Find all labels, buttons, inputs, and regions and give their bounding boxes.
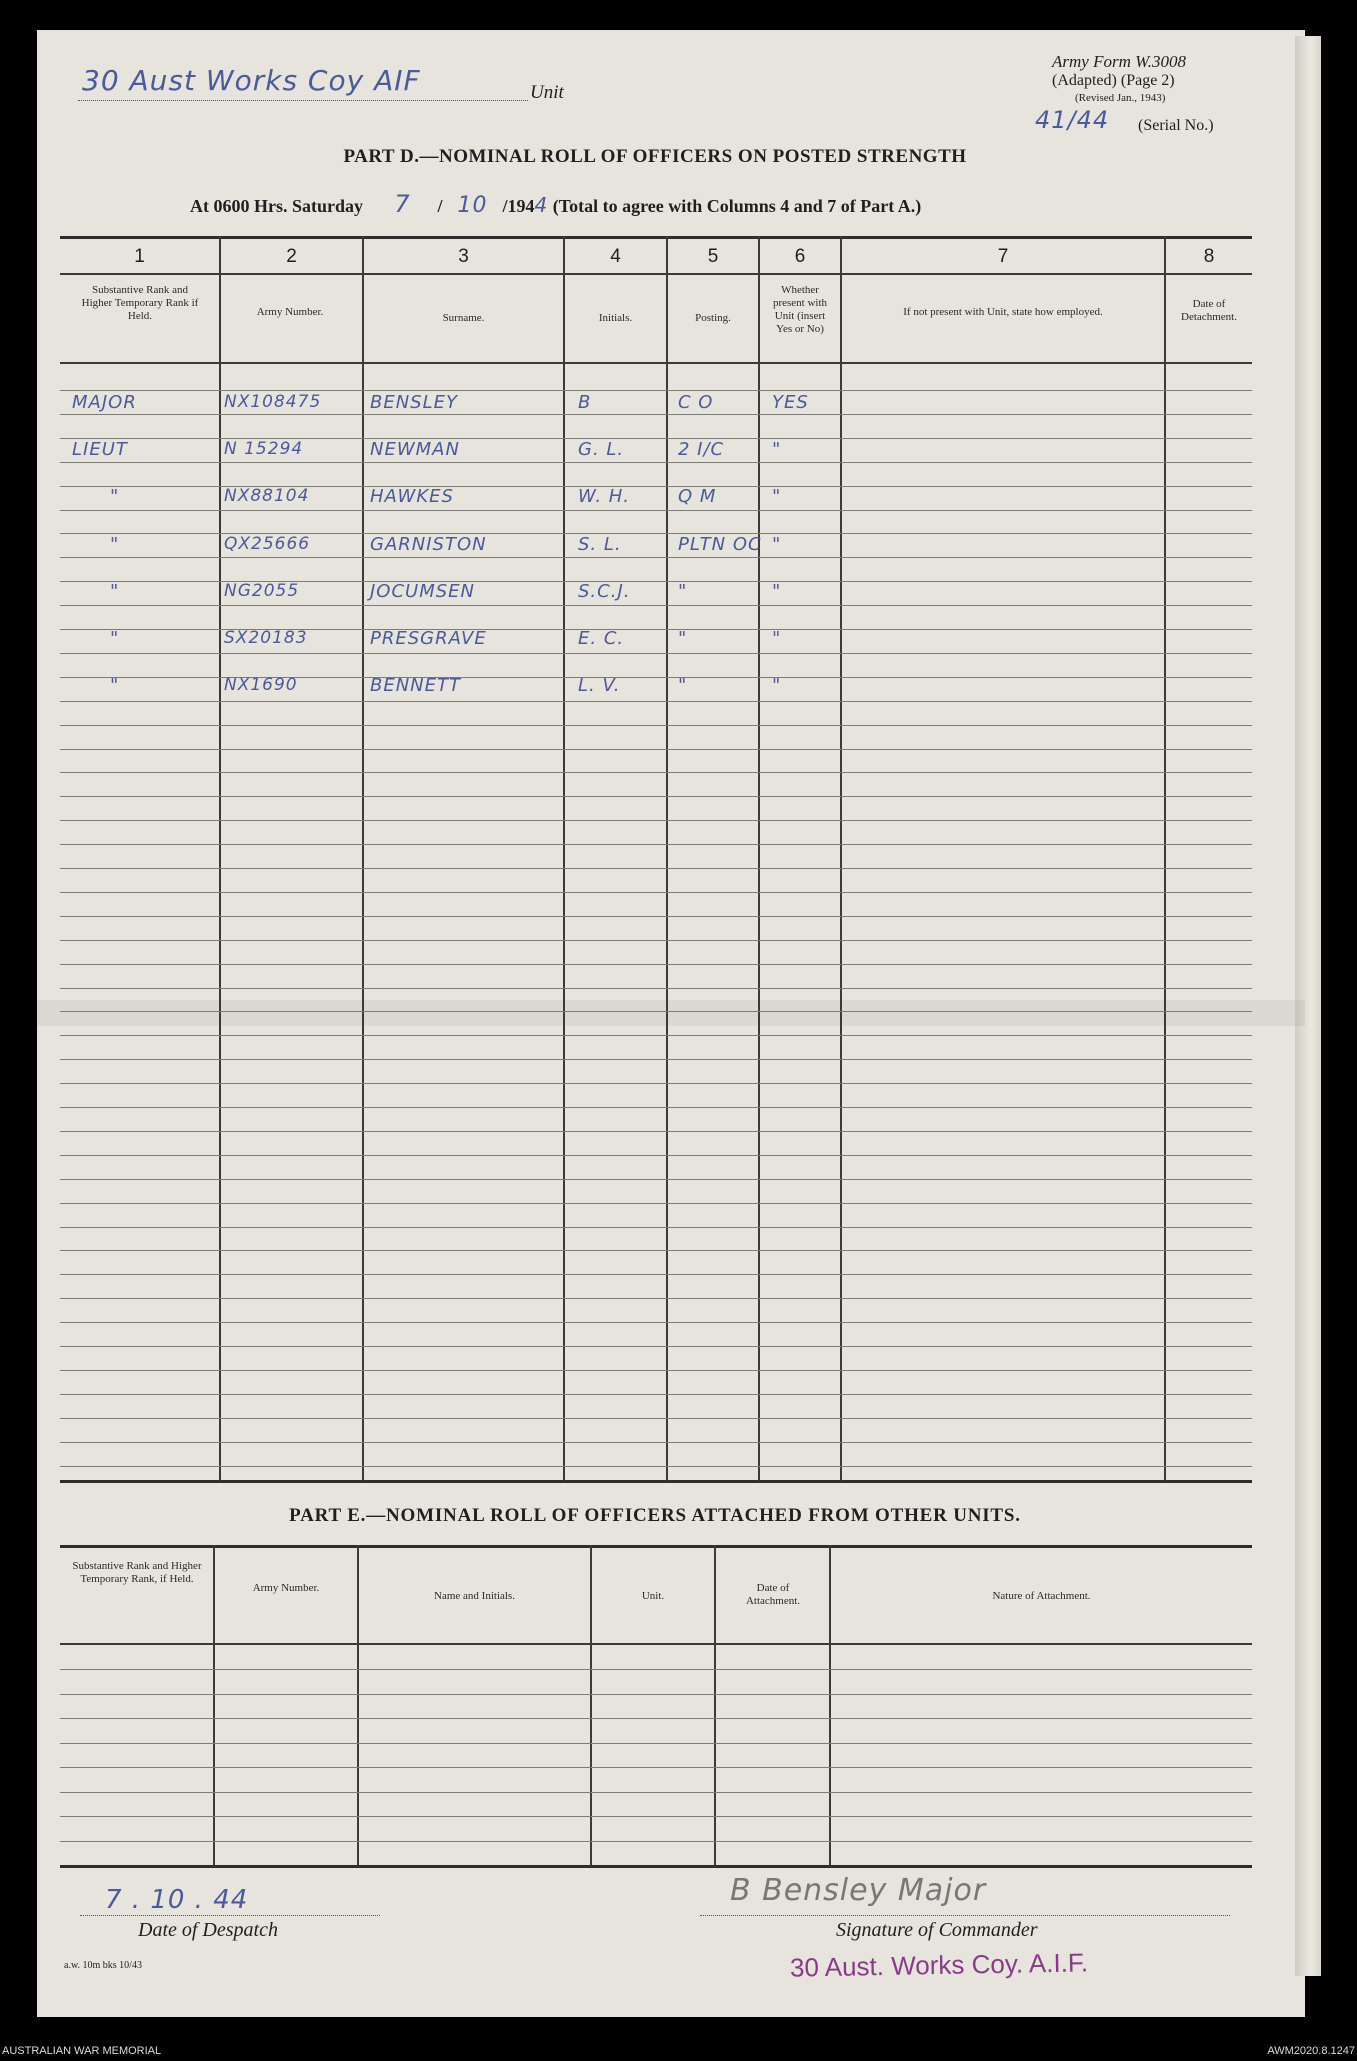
cell-surname: NEWMAN (370, 439, 460, 460)
paper-fold (37, 1000, 1305, 1026)
cell-initials: S.C.J. (578, 581, 631, 602)
despatch-dotted-line (80, 1915, 380, 1916)
ruled-line (60, 796, 1252, 797)
cell-surname: PRESGRAVE (370, 628, 487, 649)
ruled-line (60, 1442, 1252, 1443)
col-number: 3 (458, 246, 469, 267)
archive-credit: AUSTRALIAN WAR MEMORIAL (2, 2045, 162, 2057)
col-header-rank: Substantive Rank and Higher Temporary Rank if Held. (81, 284, 199, 322)
unit-dotted-line (78, 100, 528, 101)
ruled-line (60, 390, 1252, 391)
cell-initials: E. C. (578, 628, 625, 649)
ruled-line (60, 820, 1252, 821)
cell-initials: B (578, 392, 592, 413)
cell-posting: PLTN OC (678, 534, 762, 555)
ruled-line (60, 940, 1252, 941)
ruled-line (60, 725, 1252, 726)
ruled-line (60, 892, 1252, 893)
cell-army-number: NX88104 (224, 486, 310, 506)
date-year-digit: 4 (534, 193, 549, 217)
part-e-header-date: Date of Attachment. (745, 1582, 801, 1607)
part-e-bottom-border (60, 1865, 1252, 1868)
ruled-line (60, 1203, 1252, 1204)
col-number: 4 (610, 246, 621, 267)
part-e-col-divider (213, 1545, 215, 1866)
despatch-label: Date of Despatch (138, 1919, 278, 1941)
ruled-line (60, 772, 1252, 773)
form-name: Army Form W.3008 (1052, 52, 1186, 71)
col-number: 7 (997, 246, 1009, 267)
ruled-line (60, 844, 1252, 845)
cell-present: " (772, 486, 782, 507)
report-total-note: (Total to agree with Columns 4 and 7 of Part A.) (552, 196, 922, 216)
ruled-line (60, 1179, 1252, 1180)
date-year-prefix: 194 (507, 196, 535, 216)
ruled-line (60, 1346, 1252, 1347)
col-header-surname: Surname. (442, 312, 485, 324)
ruled-line (60, 1418, 1252, 1419)
ruled-line (60, 1131, 1252, 1132)
table-top-border (60, 236, 1252, 239)
cell-army-number: NX108475 (224, 392, 322, 412)
cell-initials: W. H. (578, 486, 631, 507)
cell-present: " (772, 628, 782, 649)
part-e-header-rank: Substantive Rank and Higher Temporary Rank, if Held. (72, 1560, 202, 1585)
serial-handwritten: 41/44 (1035, 106, 1110, 134)
col-divider-2 (362, 236, 364, 1481)
despatch-date-handwritten: 7 . 10 . 44 (105, 1885, 249, 1915)
cell-rank: LIEUT (72, 439, 128, 460)
report-time-prefix: At 0600 Hrs. Saturday (190, 196, 364, 216)
col-header-detachment: Date of Detachment. (1181, 298, 1237, 323)
ruled-line (60, 557, 1252, 558)
form-revised: (Revised Jan., 1943) (1075, 92, 1166, 104)
ruled-line (60, 701, 1252, 702)
col-header-posting: Posting. (695, 312, 731, 324)
col-header-present: Whether present with Unit (insert Yes or No) (772, 284, 828, 335)
col-divider-7 (1164, 236, 1166, 1481)
ruled-line (60, 1322, 1252, 1323)
part-e-top-border (60, 1545, 1252, 1548)
cell-rank: MAJOR (72, 392, 137, 413)
ruled-line (60, 1059, 1252, 1060)
unit-stamp: 30 Aust. Works Coy. A.I.F. (789, 1947, 1089, 1983)
ruled-line (60, 964, 1252, 965)
part-e-header-army-number: Army Number. (252, 1582, 320, 1594)
cell-surname: BENSLEY (370, 392, 459, 413)
ruled-line (60, 1083, 1252, 1084)
cell-surname: HAWKES (370, 486, 454, 507)
part-e-title: PART E.—NOMINAL ROLL OF OFFICERS ATTACHED FROM OTHER UNITS. (289, 1505, 1021, 1526)
cell-surname: BENNETT (370, 675, 462, 696)
cell-rank: " (110, 486, 120, 507)
date-month: 10 (457, 193, 488, 218)
cell-surname: GARNISTON (370, 534, 487, 555)
col-number: 5 (707, 246, 719, 267)
cell-posting: Q M (678, 486, 717, 507)
ruled-line (60, 1669, 1252, 1670)
ruled-line (60, 653, 1252, 654)
ruled-line (60, 1107, 1252, 1108)
cell-army-number: NG2055 (224, 581, 300, 601)
cell-posting: 2 I/C (678, 439, 725, 460)
cell-present: " (772, 439, 782, 460)
cell-initials: L. V. (578, 675, 621, 696)
ruled-line (60, 605, 1252, 606)
part-e-header-unit: Unit. (641, 1590, 665, 1602)
ruled-line (60, 510, 1252, 511)
cell-posting: " (678, 628, 688, 649)
col-divider-1 (219, 236, 221, 1481)
col-divider-4 (666, 236, 668, 1481)
cell-rank: " (110, 675, 120, 696)
ruled-line (60, 1841, 1252, 1842)
col-header-initials: Initials. (598, 312, 633, 324)
table-bottom-border (60, 1480, 1252, 1483)
part-e-header-name: Name and Initials. (434, 1590, 515, 1602)
cell-army-number: NX1690 (224, 675, 298, 695)
col-header-divider (60, 362, 1252, 364)
ruled-line (60, 1394, 1252, 1395)
print-code: a.w. 10m bks 10/43 (64, 1960, 142, 1971)
ruled-line (60, 414, 1252, 415)
ruled-line (60, 462, 1252, 463)
ruled-line (60, 916, 1252, 917)
cell-initials: G. L. (578, 439, 625, 460)
col-header-army-number: Army Number. (256, 306, 324, 318)
unit-label: Unit (530, 82, 564, 103)
cell-present: " (772, 581, 782, 602)
col-header-employment: If not present with Unit, state how employed. (903, 306, 1103, 318)
part-e-header-divider (60, 1643, 1252, 1645)
cell-posting: " (678, 581, 688, 602)
cell-surname: JOCUMSEN (370, 581, 476, 602)
ruled-line (60, 1298, 1252, 1299)
cell-rank: " (110, 534, 120, 555)
cell-present: YES (772, 392, 809, 413)
part-e-header-nature: Nature of Attachment. (992, 1590, 1091, 1602)
cell-army-number: N 15294 (224, 439, 304, 459)
archive-reference: AWM2020.8.1247 (1267, 2045, 1355, 2057)
col-divider-5 (758, 236, 760, 1481)
cell-posting: C O (678, 392, 714, 413)
ruled-line (60, 1227, 1252, 1228)
ruled-line (60, 1743, 1252, 1744)
col-number: 8 (1203, 246, 1215, 267)
commander-signature: B Bensley Major (730, 1873, 987, 1908)
cell-army-number: QX25666 (224, 534, 311, 554)
cell-posting: " (678, 675, 688, 696)
part-d-title: PART D.—NOMINAL ROLL OF OFFICERS ON POSTED STRENGTH (343, 146, 967, 167)
unit-handwritten: 30 Aust Works Coy AIF (82, 64, 421, 97)
ruled-line (60, 1792, 1252, 1793)
col-divider-3 (563, 236, 565, 1481)
ruled-line (60, 1694, 1252, 1695)
ruled-line (60, 868, 1252, 869)
cell-rank: " (110, 628, 120, 649)
serial-label: (Serial No.) (1138, 117, 1214, 134)
ruled-line (60, 1718, 1252, 1719)
col-number: 2 (286, 246, 297, 267)
ruled-line (60, 1035, 1252, 1036)
signature-dotted-line (700, 1915, 1230, 1916)
report-date-line: At 0600 Hrs. Saturday 7 / 10 /1944 (Total to agree with Columns 4 and 7 of Part A.) (190, 190, 922, 218)
cell-present: " (772, 675, 782, 696)
ruled-line (60, 1274, 1252, 1275)
date-day: 7 (394, 190, 411, 218)
ruled-line (60, 1816, 1252, 1817)
cell-present: " (772, 534, 782, 555)
col-number: 6 (794, 246, 806, 267)
ruled-line (60, 1466, 1252, 1467)
ruled-line (60, 1370, 1252, 1371)
cell-initials: S. L. (578, 534, 622, 555)
form-adapted: (Adapted) (Page 2) (1052, 72, 1175, 89)
cell-army-number: SX20183 (224, 628, 308, 648)
signature-label: Signature of Commander (836, 1919, 1038, 1941)
ruled-line (60, 1155, 1252, 1156)
ruled-line (60, 988, 1252, 989)
part-e-col-divider (714, 1545, 716, 1866)
col-divider-6 (840, 236, 842, 1481)
ruled-line (60, 1011, 1252, 1012)
col-number-divider (60, 273, 1252, 275)
cell-rank: " (110, 581, 120, 602)
col-number: 1 (134, 246, 145, 267)
ruled-line (60, 1250, 1252, 1251)
ruled-line (60, 1767, 1252, 1768)
ruled-line (60, 749, 1252, 750)
